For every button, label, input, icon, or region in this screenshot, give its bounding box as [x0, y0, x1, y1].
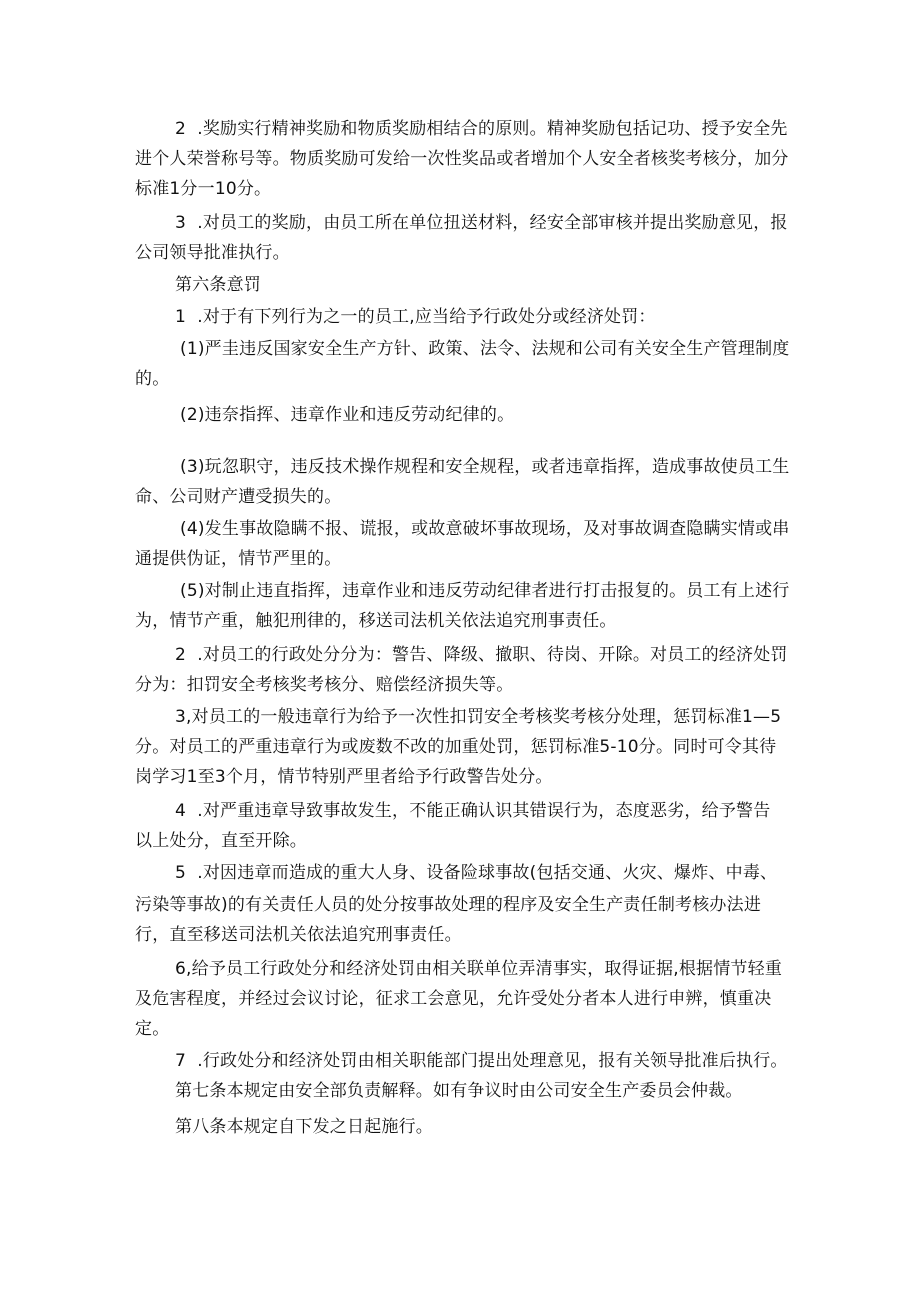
section-heading: 第六条意罚 — [175, 275, 261, 295]
text-line: 4 .对严重违章导致事故发生，不能正确认识其错误行为，态度恶劣，给予警告 — [175, 801, 771, 821]
text-line: 的。 — [135, 369, 170, 389]
text-line: 岗学习1至3个月，情节特别严里者给予行政警告处分。 — [135, 767, 553, 787]
text-line: 通提供伪证，情节严里的。 — [135, 549, 342, 569]
text-line: 以上处分，直至开除。 — [135, 831, 307, 851]
text-line: 3,对员工的一般违章行为给予一次性扣罚安全考核奖考核分处理，惩罚标准1—5 — [175, 707, 782, 727]
text-line: 行，直至移送司法机关依法追究刑事责任。 — [135, 925, 462, 945]
text-line: (5)对制止违直指挥，违章作业和违反劳动纪律者进行打击报复的。员工有上述行 — [180, 581, 790, 601]
text-line: (2)违奈指挥、违章作业和违反劳动纪律的。 — [180, 405, 515, 425]
text-line: 定。 — [135, 1019, 170, 1039]
text-line: 3 .对员工的奖励，由员工所在单位扭送材料，经安全部审核并提出奖励意见，报 — [175, 213, 788, 233]
text-line: 分为：扣罚安全考核奖考核分、赔偿经济损失等。 — [135, 675, 514, 695]
text-line: 6,给予员工行政处分和经济处罚由相关联单位弄清事实，取得证据,根据情节轻重 — [175, 959, 783, 979]
text-line: 7 .行政处分和经济处罚由相关职能部门提出处理意见，报有关领导批准后执行。 — [175, 1051, 788, 1071]
text-line: 1 .对于有下列行为之一的员工,应当给予行政处分或经济处罚： — [175, 307, 656, 327]
text-line: 公司领导批准执行。 — [135, 243, 290, 263]
text-line: 2 .奖励实行精神奖励和物质奖励相结合的原则。精神奖励包括记功、授予安全先 — [175, 119, 788, 139]
text-line: (1)严圭违反国家安全生产方针、政策、法令、法规和公司有关安全生产管理制度 — [180, 339, 790, 359]
text-line: 第七条本规定由安全部负责解释。如有争议时由公司安全生产委员会仲裁。 — [175, 1081, 743, 1101]
text-line: (3)玩忽职守，违反技术操作规程和安全规程，或者违章指挥，造成事故使员工生 — [180, 457, 790, 477]
text-line: 2 .对员工的行政处分分为：警告、降级、撤职、待岗、开除。对员工的经济处罚 — [175, 645, 788, 665]
text-line: 标准1分一10分。 — [135, 179, 272, 199]
text-line: 污染等事故)的有关责任人员的处分按事故处理的程序及安全生产责任制考核办法进 — [135, 895, 762, 915]
text-line: 命、公司财产遭受损失的。 — [135, 487, 342, 507]
text-line: (4)发生事故隐瞒不报、谎报，或故意破坏事故现场，及对事故调查隐瞒实情或串 — [180, 519, 790, 539]
text-line: 分。对员工的严重违章行为或废数不改的加重处罚，惩罚标准5-10分。同时可令其待 — [135, 737, 777, 757]
text-line: 进个人荣誉称号等。物质奖励可发给一次性奖品或者增加个人安全者核奖考核分，加分 — [135, 149, 789, 169]
text-line: 第八条本规定自下发之日起施行。 — [175, 1117, 433, 1137]
text-line: 为，情节产重，触犯刑律的，移送司法机关依法追究刑事责任。 — [135, 611, 617, 631]
text-line: 5 .对因违章而造成的重大人身、设备险球事故(包括交通、火灾、爆炸、中毒、 — [175, 863, 778, 883]
text-line: 及危害程度，并经过会议讨论，征求工会意见，允许受处分者本人进行申辨，慎重决 — [135, 989, 772, 1009]
